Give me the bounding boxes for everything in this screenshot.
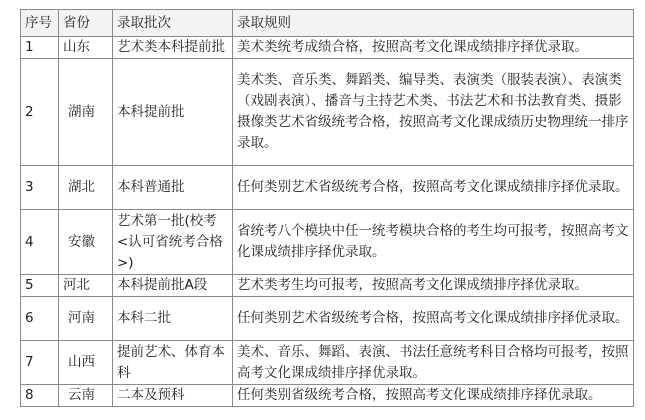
cell-batch: 二本及预科 [113, 385, 233, 407]
cell-batch: 本科普通批 [113, 166, 233, 210]
cell-batch: 本科提前批 [113, 59, 233, 166]
cell-province: 河北 [59, 275, 113, 297]
header-province: 省份 [59, 10, 113, 37]
table-row [21, 275, 634, 297]
cell-rule: 省统考八个模块中任一统考模块合格的考生均可报考，按照高考文化课成绩排序择优录取。 [233, 210, 634, 275]
cell-index: 6 [21, 297, 59, 341]
cell-batch: 艺术第一批(校考<认可省统考合格>) [113, 210, 233, 275]
cell-index: 4 [21, 210, 59, 275]
table-header-row [21, 10, 634, 37]
table-row [21, 297, 634, 341]
cell-rule: 美术类、音乐类、舞蹈类、编导类、表演类（服装表演）、表演类（戏剧表演）、播音与主持艺术类、书法艺术和书法教育类、摄影摄像类艺术省级统考合格，按照高考文化课成绩历史物理统一排序录取。 [233, 59, 634, 166]
cell-province: 安徽 [59, 210, 113, 275]
cell-province: 湖南 [59, 59, 113, 166]
cell-rule: 任何类别艺术省级统考合格，按照高考文化课成绩排序择优录取。 [233, 166, 634, 210]
header-rule: 录取规则 [233, 10, 634, 37]
cell-rule: 艺术类考生均可报考，按照高考文化课成绩排序择优录取。 [233, 275, 634, 297]
header-index: 序号 [21, 10, 59, 37]
cell-index: 5 [21, 275, 59, 297]
cell-batch: 本科提前批A段 [113, 275, 233, 297]
cell-rule: 任何类别省级统考合格，按照高考文化课成绩排序择优录取。 [233, 385, 634, 407]
cell-province: 河南 [59, 297, 113, 341]
cell-index: 3 [21, 166, 59, 210]
cell-index: 8 [21, 385, 59, 407]
cell-index: 1 [21, 37, 59, 59]
cell-province: 湖北 [59, 166, 113, 210]
cell-rule: 美术、音乐、舞蹈、表演、书法任意统考科目合格均可报考，按照高考文化课成绩排序择优录取。 [233, 341, 634, 385]
cell-batch: 本科二批 [113, 297, 233, 341]
table-row [21, 385, 634, 407]
cell-province: 山东 [59, 37, 113, 59]
admission-table [20, 9, 634, 407]
cell-index: 7 [21, 341, 59, 385]
cell-batch: 艺术类本科提前批 [113, 37, 233, 59]
cell-rule: 任何类别艺术省级统考合格，按照高考文化课成绩排序择优录取。 [233, 297, 634, 341]
table-row [21, 166, 634, 210]
table-row [21, 210, 634, 275]
cell-province: 山西 [59, 341, 113, 385]
table-row [21, 341, 634, 385]
cell-batch: 提前艺术、体育本科 [113, 341, 233, 385]
table-row [21, 37, 634, 59]
cell-province: 云南 [59, 385, 113, 407]
header-batch: 录取批次 [113, 10, 233, 37]
table-row [21, 59, 634, 166]
cell-index: 2 [21, 59, 59, 166]
admission-table-container [20, 9, 634, 407]
cell-rule: 美术类统考成绩合格，按照高考文化课成绩排序择优录取。 [233, 37, 634, 59]
